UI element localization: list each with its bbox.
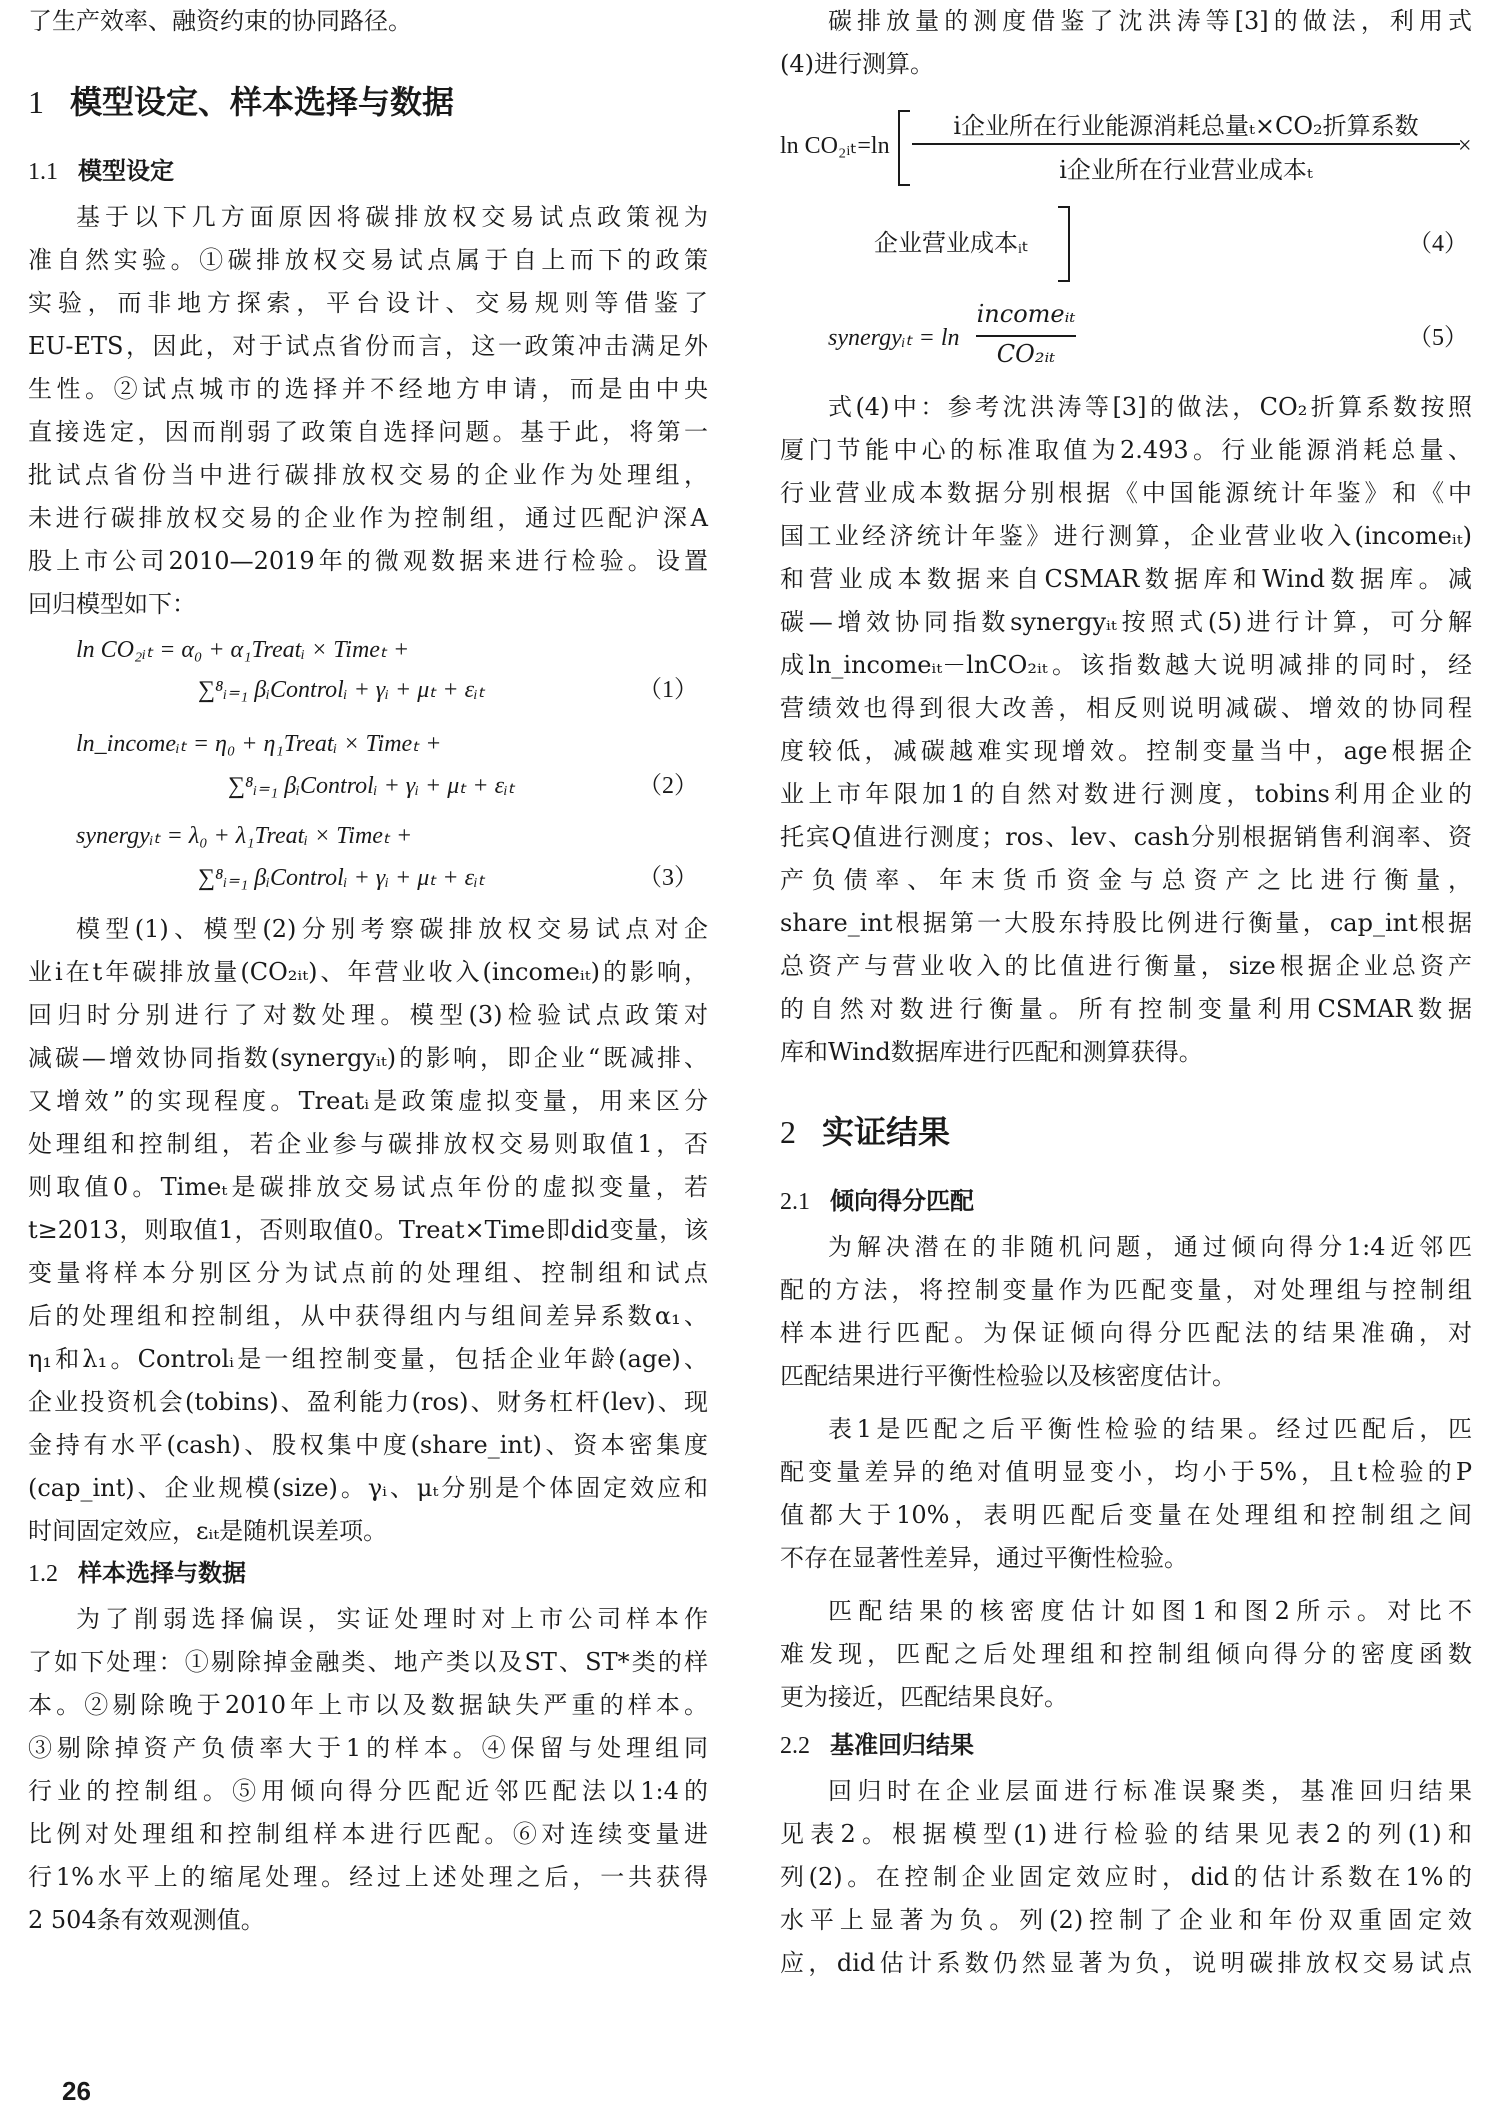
paragraph-line: 生性。②试点城市的选择并不经地方申请，而是由中央 bbox=[28, 375, 708, 403]
paragraph-line: 企业投资机会(tobins)、盈利能力(ros)、财务杠杆(lev)、现 bbox=[28, 1388, 708, 1416]
paragraph-line: 行1%水平上的缩尾处理。经过上述处理之后，一共获得 bbox=[28, 1863, 708, 1891]
paragraph-line: 度较低，减碳越难实现增效。控制变量当中，age根据企 bbox=[780, 737, 1472, 765]
paragraph-line: 则取值0。Timeₜ是碳排放交易试点年份的虚拟变量，若 bbox=[28, 1173, 708, 1201]
paragraph-line: 表1是匹配之后平衡性检验的结果。经过匹配后，匹 bbox=[828, 1415, 1472, 1443]
paragraph-line: 厦门节能中心的标准取值为2.493。行业能源消耗总量、 bbox=[780, 436, 1472, 464]
paragraph-line: 值都大于10%，表明匹配后变量在处理组和控制组之间 bbox=[780, 1501, 1472, 1529]
paragraph-line: 不存在显著性差异，通过平衡性检验。 bbox=[780, 1544, 1188, 1572]
equation-2-line-1: ln_incomeᵢₜ = η₀ + η₁Treatᵢ × Timeₜ + bbox=[76, 731, 442, 757]
subsection-heading-2-2 bbox=[780, 1728, 974, 1763]
equation-numerator: i企业所在行业能源消耗总量ₜ×CO₂折算系数 bbox=[953, 112, 1419, 140]
paragraph-line: 碳排放量的测度借鉴了沈洪涛等[3]的做法，利用式 bbox=[828, 7, 1472, 35]
paragraph-line: 为了削弱选择偏误，实证处理时对上市公司样本作 bbox=[76, 1605, 708, 1633]
paragraph-line: 匹配结果进行平衡性检验以及核密度估计。 bbox=[780, 1362, 1236, 1390]
paragraph-line: 营绩效也得到很大改善，相反则说明减碳、增效的协同程 bbox=[780, 694, 1472, 722]
section-heading-1 bbox=[28, 80, 454, 124]
paragraph-line: 业i在t年碳排放量(CO₂ᵢₜ)、年营业收入(incomeᵢₜ)的影响， bbox=[28, 958, 708, 986]
paragraph-line: 回归时在企业层面进行标准误聚类，基准回归结果 bbox=[828, 1777, 1472, 1805]
equation-denominator: CO₂ᵢₜ bbox=[996, 340, 1056, 368]
subsection-title: 模型设定 bbox=[78, 157, 174, 185]
left-bracket bbox=[898, 110, 910, 186]
equation-3-line-1: synergyᵢₜ = λ₀ + λ₁Treatᵢ × Timeₜ + bbox=[76, 823, 413, 849]
subsection-number: 2.2 bbox=[780, 1733, 810, 1759]
equation-number: （1） bbox=[638, 677, 698, 703]
fraction-bar bbox=[976, 335, 1076, 337]
subsection-title: 基准回归结果 bbox=[830, 1731, 974, 1759]
paragraph-line: 本。②剔除晚于2010年上市以及数据缺失严重的样本。 bbox=[28, 1691, 708, 1719]
paragraph-line: 未进行碳排放权交易的企业作为控制组，通过匹配沪深A bbox=[28, 504, 708, 532]
paragraph-line: 为解决潜在的非随机问题，通过倾向得分1:4近邻匹 bbox=[828, 1233, 1472, 1261]
paragraph-line: 总资产与营业收入的比值进行衡量，size根据企业总资产 bbox=[780, 952, 1472, 980]
paragraph-line: 水平上显著为负。列(2)控制了企业和年份双重固定效 bbox=[780, 1906, 1472, 1934]
times-sign: × bbox=[1458, 133, 1472, 159]
paragraph-line: 了如下处理：①剔除掉金融类、地产类以及ST、ST*类的样 bbox=[28, 1648, 708, 1676]
section-number: 1 bbox=[28, 84, 44, 120]
paragraph-line: 批试点省份当中进行碳排放权交易的企业作为处理组， bbox=[28, 461, 708, 489]
paragraph-line: EU-ETS，因此，对于试点省份而言，这一政策冲击满足外 bbox=[28, 332, 708, 360]
paragraph-line: 配变量差异的绝对值明显变小，均小于5%，且t检验的P bbox=[780, 1458, 1472, 1486]
paragraph-line: 处理组和控制组，若企业参与碳排放权交易则取值1，否 bbox=[28, 1130, 708, 1158]
subsection-number: 1.1 bbox=[28, 159, 58, 185]
paragraph-line: 模型(1)、模型(2)分别考察碳排放权交易试点对企 bbox=[76, 915, 708, 943]
fraction-bar bbox=[912, 143, 1460, 145]
paragraph-line: 基于以下几方面原因将碳排放权交易试点政策视为 bbox=[76, 203, 708, 231]
paragraph-line: 国工业经济统计年鉴》进行测算，企业营业收入(incomeᵢₜ) bbox=[780, 522, 1472, 550]
subsection-number: 2.1 bbox=[780, 1189, 810, 1215]
equation-2-line-2: ∑⁸ᵢ₌₁ βᵢControlᵢ + γᵢ + μₜ + εᵢₜ bbox=[228, 773, 515, 799]
paragraph-line: 产负债率、年末货币资金与总资产之比进行衡量， bbox=[780, 866, 1472, 894]
paragraph-line: 准自然实验。①碳排放权交易试点属于自上而下的政策 bbox=[28, 246, 708, 274]
paragraph-line: 托宾Q值进行测度；ros、lev、cash分别根据销售利润率、资 bbox=[780, 823, 1472, 851]
equation-continuation: 企业营业成本ᵢₜ bbox=[874, 231, 1030, 257]
right-bracket bbox=[1058, 206, 1070, 282]
paragraph-line: 股上市公司2010—2019年的微观数据来进行检验。设置 bbox=[28, 547, 708, 575]
paragraph-line: 金持有水平(cash)、股权集中度(share_int)、资本密集度 bbox=[28, 1431, 708, 1459]
paragraph-line: 列(2)。在控制企业固定效应时，did的估计系数在1%的 bbox=[780, 1863, 1472, 1891]
equation-denominator: i企业所在行业营业成本ₜ bbox=[1059, 156, 1313, 184]
paragraph-line: 回归模型如下： bbox=[28, 590, 196, 618]
subsection-number: 1.2 bbox=[28, 1561, 58, 1587]
paragraph-line: (cap_int)、企业规模(size)。γᵢ、μₜ分别是个体固定效应和 bbox=[28, 1474, 708, 1502]
paragraph-line: 库和Wind数据库进行匹配和测算获得。 bbox=[780, 1038, 1203, 1066]
paragraph-line: 的自然对数进行衡量。所有控制变量利用CSMAR数据 bbox=[780, 995, 1472, 1023]
paragraph-line: 直接选定，因而削弱了政策自选择问题。基于此，将第一 bbox=[28, 418, 708, 446]
paragraph-line: 见表2。根据模型(1)进行检验的结果见表2的列(1)和 bbox=[780, 1820, 1472, 1848]
paragraph-line: 难发现，匹配之后处理组和控制组倾向得分的密度函数 bbox=[780, 1640, 1472, 1668]
equation-number: （5） bbox=[1408, 325, 1468, 351]
paragraph-line: 了生产效率、融资约束的协同路径。 bbox=[28, 7, 412, 35]
section-title: 实证结果 bbox=[822, 1113, 951, 1151]
paragraph-line: 行业营业成本数据分别根据《中国能源统计年鉴》和《中 bbox=[780, 479, 1472, 507]
paragraph-line: 匹配结果的核密度估计如图1和图2所示。对比不 bbox=[828, 1597, 1472, 1625]
paragraph-line: 后的处理组和控制组，从中获得组内与组间差异系数α₁、 bbox=[28, 1302, 708, 1330]
paragraph-line: 应，did估计系数仍然显著为负，说明碳排放权交易试点 bbox=[780, 1949, 1472, 1977]
paragraph-line: 式(4)中：参考沈洪涛等[3]的做法，CO₂折算系数按照 bbox=[828, 393, 1472, 421]
equation-lhs: synergyᵢₜ = ln bbox=[828, 325, 960, 351]
subsection-title: 倾向得分匹配 bbox=[830, 1187, 974, 1215]
paragraph-line: 时间固定效应，εᵢₜ是随机误差项。 bbox=[28, 1517, 388, 1545]
equation-lhs: ln CO₂ᵢₜ=ln bbox=[780, 133, 890, 159]
paragraph-line: 减碳—增效协同指数(synergyᵢₜ)的影响，即企业“既减排、 bbox=[28, 1044, 708, 1072]
page-number: 26 bbox=[62, 2076, 91, 2106]
paragraph-line: 更为接近，匹配结果良好。 bbox=[780, 1683, 1068, 1711]
paragraph-line: 回归时分别进行了对数处理。模型(3)检验试点政策对 bbox=[28, 1001, 708, 1029]
paragraph-line: 业上市年限加1的自然对数进行测度，tobins利用企业的 bbox=[780, 780, 1472, 808]
paragraph-line: 比例对处理组和控制组样本进行匹配。⑥对连续变量进 bbox=[28, 1820, 708, 1848]
section-number: 2 bbox=[780, 1114, 796, 1150]
paragraph-line: share_int根据第一大股东持股比例进行衡量，cap_int根据 bbox=[780, 909, 1472, 937]
equation-number: （3） bbox=[638, 865, 698, 891]
paragraph-line: 成ln_incomeᵢₜ－lnCO₂ᵢₜ。该指数越大说明减排的同时，经 bbox=[780, 651, 1472, 679]
paragraph-line: ③剔除掉资产负债率大于1的样本。④保留与处理组同 bbox=[28, 1734, 708, 1762]
paragraph-line: η₁和λ₁。Controlᵢ是一组控制变量，包括企业年龄(age)、 bbox=[28, 1345, 708, 1373]
subsection-heading-1-1 bbox=[28, 154, 174, 189]
paragraph-line: 2 504条有效观测值。 bbox=[28, 1906, 265, 1934]
paragraph-line: 和营业成本数据来自CSMAR数据库和Wind数据库。减 bbox=[780, 565, 1472, 593]
subsection-title: 样本选择与数据 bbox=[78, 1559, 246, 1587]
equation-number: （2） bbox=[638, 773, 698, 799]
section-title: 模型设定、样本选择与数据 bbox=[70, 83, 455, 121]
equation-3-line-2: ∑⁸ᵢ₌₁ βᵢControlᵢ + γᵢ + μₜ + εᵢₜ bbox=[198, 865, 485, 891]
paragraph-line: 样本进行匹配。为保证倾向得分匹配法的结果准确，对 bbox=[780, 1319, 1472, 1347]
equation-1-line-1: ln CO₂ᵢₜ = α₀ + α₁Treatᵢ × Timeₜ + bbox=[76, 637, 410, 663]
equation-numerator: incomeᵢₜ bbox=[976, 300, 1076, 328]
equation-number: （4） bbox=[1408, 231, 1468, 257]
paragraph-line: t≥2013，则取值1，否则取值0。Treat×Time即did变量，该 bbox=[28, 1216, 708, 1244]
paragraph-line: 实验，而非地方探索，平台设计、交易规则等借鉴了 bbox=[28, 289, 708, 317]
paragraph-line: 变量将样本分别区分为试点前的处理组、控制组和试点 bbox=[28, 1259, 708, 1287]
paragraph-line: (4)进行测算。 bbox=[780, 50, 934, 78]
paragraph-line: 行业的控制组。⑤用倾向得分匹配近邻匹配法以1:4的 bbox=[28, 1777, 708, 1805]
subsection-heading-1-2 bbox=[28, 1556, 246, 1591]
subsection-heading-2-1 bbox=[780, 1184, 974, 1219]
equation-1-line-2: ∑⁸ᵢ₌₁ βᵢControlᵢ + γᵢ + μₜ + εᵢₜ bbox=[198, 677, 485, 703]
paragraph-line: 又增效”的实现程度。Treatᵢ是政策虚拟变量，用来区分 bbox=[28, 1087, 708, 1115]
paragraph-line: 配的方法，将控制变量作为匹配变量，对处理组与控制组 bbox=[780, 1276, 1472, 1304]
paragraph-line: 碳—增效协同指数synergyᵢₜ按照式(5)进行计算，可分解 bbox=[780, 608, 1472, 636]
section-heading-2 bbox=[780, 1110, 950, 1154]
